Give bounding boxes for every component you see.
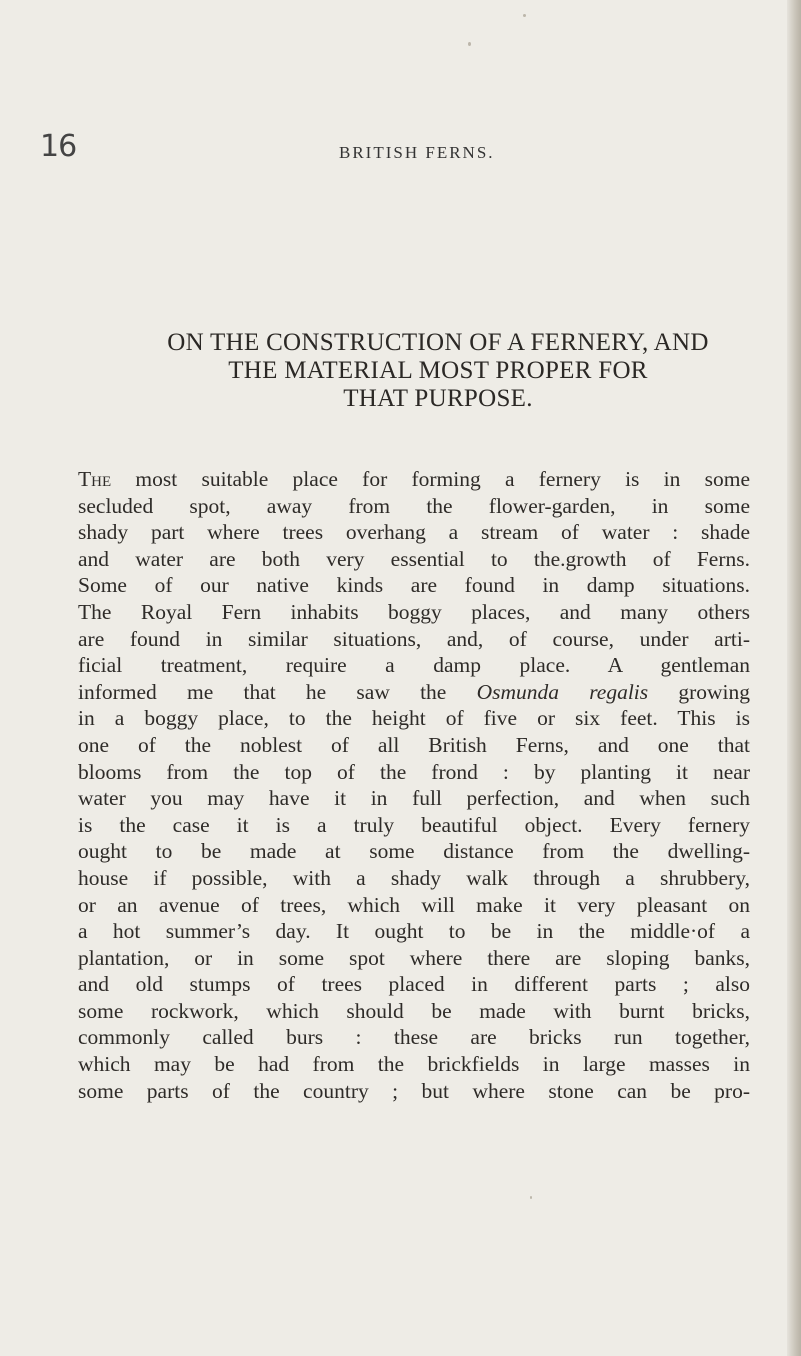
paper-speck — [468, 42, 471, 46]
paper-speck — [530, 1196, 532, 1199]
text-line — [78, 679, 750, 706]
text-line: ought to be made at some distance from the dwelling- — [78, 839, 750, 864]
text-line: commonly called burs : these are bricks run together, — [78, 1025, 750, 1050]
running-head: BRITISH FERNS. — [339, 143, 495, 162]
text-line: is the case it is a truly beautiful object. Every fernery — [78, 812, 750, 837]
text-segment: informed me that he saw the — [78, 679, 447, 704]
text-line: shady part where trees overhang a stream of water : shade — [78, 520, 750, 545]
text-line: secluded spot, away from the flower-garden, in some — [78, 493, 750, 518]
text-line: and water are both very essential to the.growth of Ferns. — [78, 546, 750, 571]
text-line: one of the noblest of all British Ferns, and one that — [78, 732, 750, 757]
text-line: plantation, or in some spot where there are sloping banks, — [78, 945, 750, 970]
text-line: house if possible, with a shady walk through a shrubbery, — [78, 865, 750, 890]
text-line: a hot summer’s day. It ought to be in the middle·of a — [78, 919, 750, 944]
chapter-title-line: THE MATERIAL MOST PROPER FOR — [228, 357, 648, 384]
chapter-title-line: THAT PURPOSE. — [343, 385, 533, 412]
chapter-title-line: ON THE CONSTRUCTION OF A FERNERY, AND — [167, 329, 709, 356]
text-line: and old stumps of trees placed in different parts ; also — [78, 972, 750, 997]
text-line: blooms from the top of the frond : by planting it near — [78, 759, 750, 784]
text-line: or an avenue of trees, which will make it very pleasant on — [78, 892, 750, 917]
text-line-rest: most suitable place for forming a fernery is in some — [135, 467, 750, 491]
text-line: which may be had from the brickfields in large masses in — [78, 1052, 750, 1077]
text-line: The Royal Fern inhabits boggy places, and many others — [78, 599, 750, 624]
text-line: some rockwork, which should be made with burnt bricks, — [78, 998, 750, 1023]
paper-speck — [523, 14, 526, 17]
drop-word: The — [78, 467, 112, 491]
body-paragraph — [78, 466, 750, 1104]
page-number: 16 — [40, 129, 77, 164]
text-line: Some of our native kinds are found in damp situations. — [78, 573, 750, 598]
text-line: are found in similar situations, and, of course, under arti- — [78, 626, 750, 651]
text-line — [78, 466, 750, 493]
text-line: water you may have it in full perfection, and when such — [78, 786, 750, 811]
text-line: ficial treatment, require a damp place. A gentleman — [78, 653, 750, 678]
text-line: in a boggy place, to the height of five or six feet. This is — [78, 706, 750, 731]
chapter-title — [100, 329, 776, 413]
species-name: Osmunda regalis — [476, 679, 649, 704]
text-segment: growing — [678, 679, 751, 704]
text-line: some parts of the country ; but where stone can be pro- — [78, 1078, 750, 1103]
page-edge-shadow — [787, 0, 801, 1356]
